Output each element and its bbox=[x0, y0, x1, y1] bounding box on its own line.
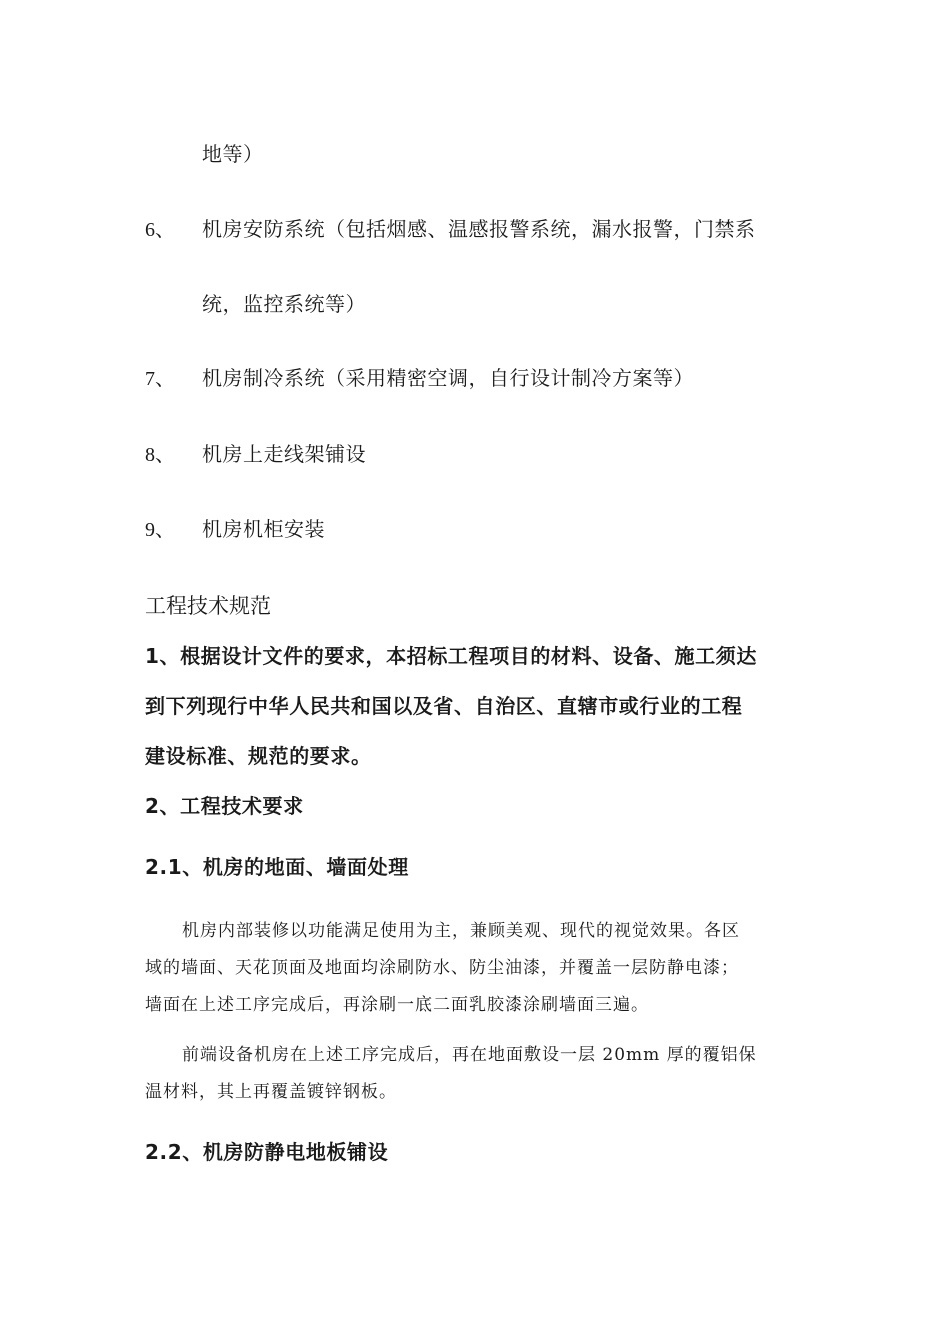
list-item-text: 统，监控系统等） bbox=[202, 292, 366, 316]
paragraph-line: 域的墙面、天花顶面及地面均涂刷防水、防尘油漆，并覆盖一层防静电漆； bbox=[145, 958, 739, 978]
requirement-1-line: 建设标准、规范的要求。 bbox=[145, 744, 372, 768]
list-item-text: 机房安防系统（包括烟感、温感报警系统，漏水报警，门禁系 bbox=[202, 217, 756, 241]
subsection-2-2-title: 2.2、机房防静电地板铺设 bbox=[145, 1140, 389, 1164]
list-item-number: 9、 bbox=[145, 519, 175, 541]
list-item-text: 机房制冷系统（采用精密空调，自行设计制冷方案等） bbox=[202, 366, 694, 390]
paragraph-line: 温材料，其上再覆盖镀锌钢板。 bbox=[145, 1082, 397, 1102]
requirement-1-line: 1、根据设计文件的要求，本招标工程项目的材料、设备、施工须达 bbox=[145, 644, 757, 668]
list-item-number: 6、 bbox=[145, 219, 175, 241]
subsection-2-1-title: 2.1、机房的地面、墙面处理 bbox=[145, 855, 409, 879]
list-item-number: 7、 bbox=[145, 368, 175, 390]
section-title: 工程技术规范 bbox=[145, 594, 271, 618]
paragraph-line: 机房内部装修以功能满足使用为主，兼顾美观、现代的视觉效果。各区 bbox=[182, 921, 740, 941]
list-item-number: 8、 bbox=[145, 444, 175, 466]
requirement-1-line: 到下列现行中华人民共和国以及省、自治区、直辖市或行业的工程 bbox=[145, 694, 743, 718]
paragraph-line: 墙面在上述工序完成后，再涂刷一底二面乳胶漆涂刷墙面三遍。 bbox=[145, 995, 649, 1015]
requirement-2-title: 2、工程技术要求 bbox=[145, 794, 304, 818]
list-item-text: 机房上走线架铺设 bbox=[202, 442, 366, 466]
paragraph-line: 前端设备机房在上述工序完成后，再在地面敷设一层 20mm 厚的覆铝保 bbox=[182, 1045, 757, 1065]
list-item-text: 机房机柜安装 bbox=[202, 517, 325, 541]
list-item-continuation: 地等） bbox=[202, 142, 264, 166]
